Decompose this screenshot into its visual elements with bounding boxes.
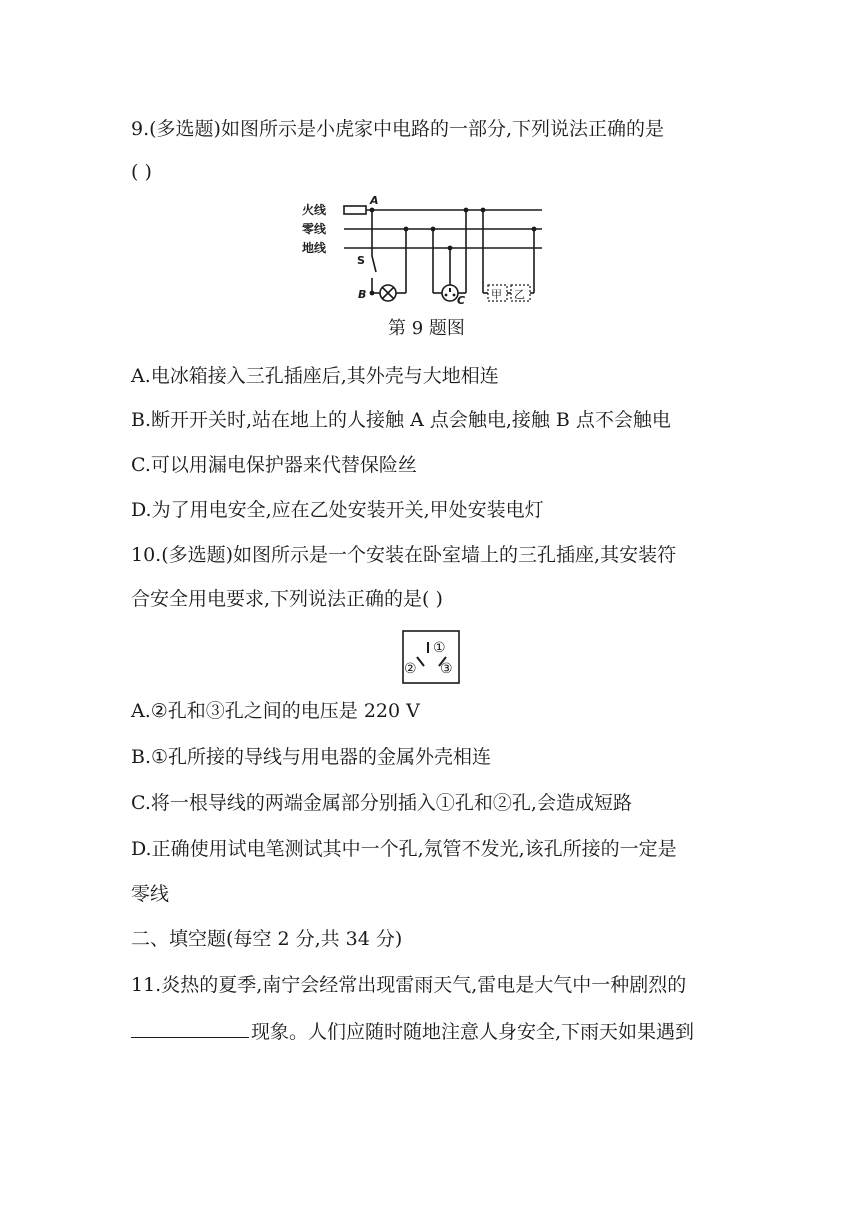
ground-line-label: 地线 <box>302 241 327 255</box>
answer-blank[interactable] <box>131 1017 249 1038</box>
q10-option-d-continuation: 零线 <box>131 883 170 905</box>
q9-option-b: B.断开开关时,站在地上的人接触 A 点会触电,接触 B 点不会触电 <box>131 409 671 431</box>
q9-option-a: A.电冰箱接入三孔插座后,其外壳与大地相连 <box>131 365 499 387</box>
q11-line2 <box>131 1017 694 1045</box>
q9-circuit-diagram <box>300 192 560 310</box>
q10-option-d: D.正确使用试电笔测试其中一个孔,氖管不发光,该孔所接的一定是 <box>131 838 677 860</box>
q10-stem-line2: 合安全用电要求,下列说法正确的是( ) <box>131 588 443 610</box>
box-yi-label: 乙 <box>514 288 525 301</box>
q10-option-a: A.②孔和③孔之间的电压是 220 V <box>131 700 420 722</box>
box-jia-label: 甲 <box>491 288 502 301</box>
q9-answer-paren: ( ) <box>131 161 152 183</box>
point-b-label: B <box>358 288 367 301</box>
point-c-label: C <box>457 294 466 307</box>
q9-figure-caption: 第 9 题图 <box>388 318 465 339</box>
socket-hole-1-label: ① <box>433 640 446 656</box>
live-line-label: 火线 <box>302 203 327 217</box>
q10-stem-line1: 10.(多选题)如图所示是一个安装在卧室墙上的三孔插座,其安装符 <box>131 544 677 566</box>
q9-stem: 9.(多选题)如图所示是小虎家中电路的一部分,下列说法正确的是 <box>131 118 664 140</box>
switch-label: S <box>357 254 365 267</box>
q10-option-b: B.①孔所接的导线与用电器的金属外壳相连 <box>131 746 492 768</box>
socket-hole-3-label: ③ <box>440 661 453 677</box>
point-a-label: A <box>370 194 379 207</box>
q9-option-c: C.可以用漏电保护器来代替保险丝 <box>131 454 417 476</box>
q9-option-d: D.为了用电安全,应在乙处安装开关,甲处安装电灯 <box>131 499 544 521</box>
neutral-line-label: 零线 <box>302 222 327 236</box>
q11-line1: 11.炎热的夏季,南宁会经常出现雷雨天气,雷电是大气中一种剧烈的 <box>131 974 687 996</box>
socket-hole-2-label: ② <box>404 661 417 677</box>
q10-option-c: C.将一根导线的两端金属部分别插入①孔和②孔,会造成短路 <box>131 792 632 814</box>
q10-socket-diagram <box>402 630 460 684</box>
q11-line2-text: 现象。人们应随时随地注意人身安全,下雨天如果遇到 <box>251 1021 695 1043</box>
section-heading: 二、填空题(每空 2 分,共 34 分) <box>131 928 403 950</box>
